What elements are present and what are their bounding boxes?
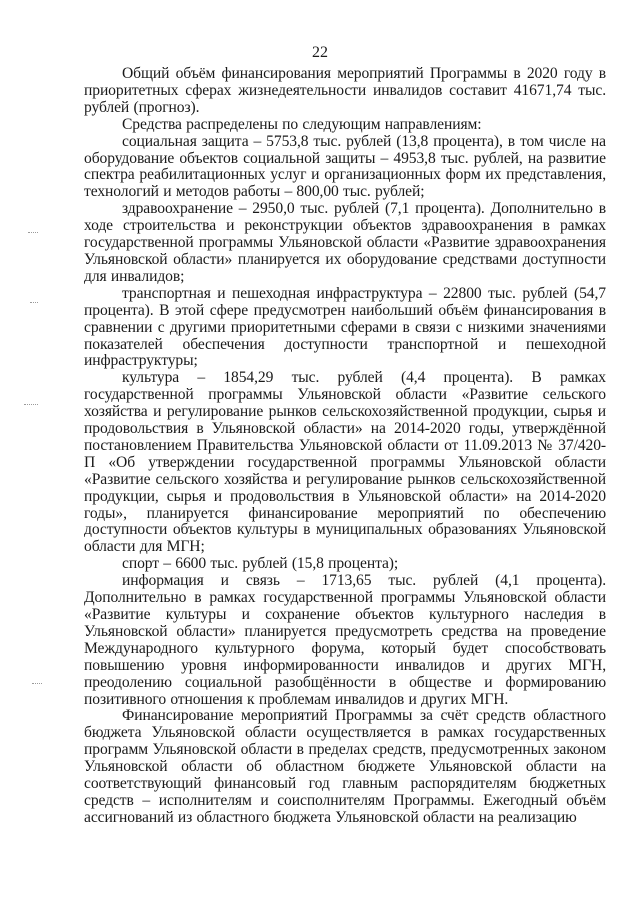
document-body [84, 66, 606, 827]
scan-margin-mark [28, 232, 38, 235]
paragraph-regional-budget: Финансирование мероприятий Программы за счёт средств областного бюджета Ульяновской области осуществляется в рамках государственных программ Ульяновской области в пределах средств, предусмотренных законом Ульяновской области об областном бюджете Ульяновской области на соответствующий финансовый год главным распорядителям бюджетных средств – исполнителям и соисполнителям Программы. Ежегодный объём ассигнований из областного бюджета Ульяновской области на реализацию [84, 707, 606, 826]
paragraph-sport: спорт – 6600 тыс. рублей (15,8 процента); [122, 555, 399, 573]
scan-margin-mark [32, 683, 42, 686]
paragraph-healthcare: здравоохранение – 2950,0 тыс. рублей (7,1 процента). Дополнительно в ходе строительства и реконструкции объектов здравоохранения в рамках государственной программы Ульяновской области «Развитие здравоохранения Ульяновской области» планируется их оборудование средствами доступности для инвалидов; [84, 200, 606, 285]
paragraph-distribution-intro: Средства распределены по следующим направлениям: [122, 115, 482, 133]
paragraph-social-protection: социальная защита – 5753,8 тыс. рублей (13,8 процента), в том числе на оборудование объектов социальной защиты – 4953,8 тыс. рублей, на развитие спектра реабилитационных услуг и организационных форм их представления, технологий и методов работы – 800,00 тыс. рублей; [84, 132, 606, 201]
scan-margin-mark [30, 302, 38, 305]
page-number: 22 [312, 44, 328, 61]
scan-margin-mark [24, 404, 38, 407]
paragraph-total-funding: Общий объём финансирования мероприятий Программы в 2020 году в приоритетных сферах жизнедеятельности инвалидов составит 41671,74 тыс. рублей (прогноз). [84, 65, 606, 116]
paragraph-information: информация и связь – 1713,65 тыс. рублей (4,1 процента). Дополнительно в рамках государственной программы Ульяновской области «Развитие культуры и сохранение объектов культурного наследия в Ульяновской области» планируется предусмотреть средства на проведение Международного культурного форума, который будет способствовать повышению уровня информированности инвалидов и других МГН, преодолению социальной разобщённости в обществе и формированию позитивного отношения к проблемам инвалидов и других МГН. [84, 572, 606, 708]
paragraph-transport: транспортная и пешеходная инфраструктура – 22800 тыс. рублей (54,7 процента). В этой сфере предусмотрен наибольший объём финансирования в сравнении с другими приоритетными сферами в связи с низкими значениями показателей обеспечения доступности транспортной и пешеходной инфраструктуры; [84, 284, 606, 370]
paragraph-culture: культура – 1854,29 тыс. рублей (4,4 процента). В рамках государственной программы Ульяновской области «Развитие сельского хозяйства и регулирование рынков сельскохозяйственной продукции, сырья и продовольствия в Ульяновской области» на 2014-2020 годы, утверждённой постановлением Правительства Ульяновской области от 11.09.2013 № 37/420-П «Об утверждении государственной программы Ульяновской области «Развитие сельского хозяйства и регулирование рынков сельскохозяйственной продукции, сырья и продовольствия в Ульяновской области» на 2014-2020 годы», планируется финансирование мероприятий по обеспечению доступности объектов культуры в муниципальных образованиях Ульяновской области для МГН; [84, 369, 606, 556]
